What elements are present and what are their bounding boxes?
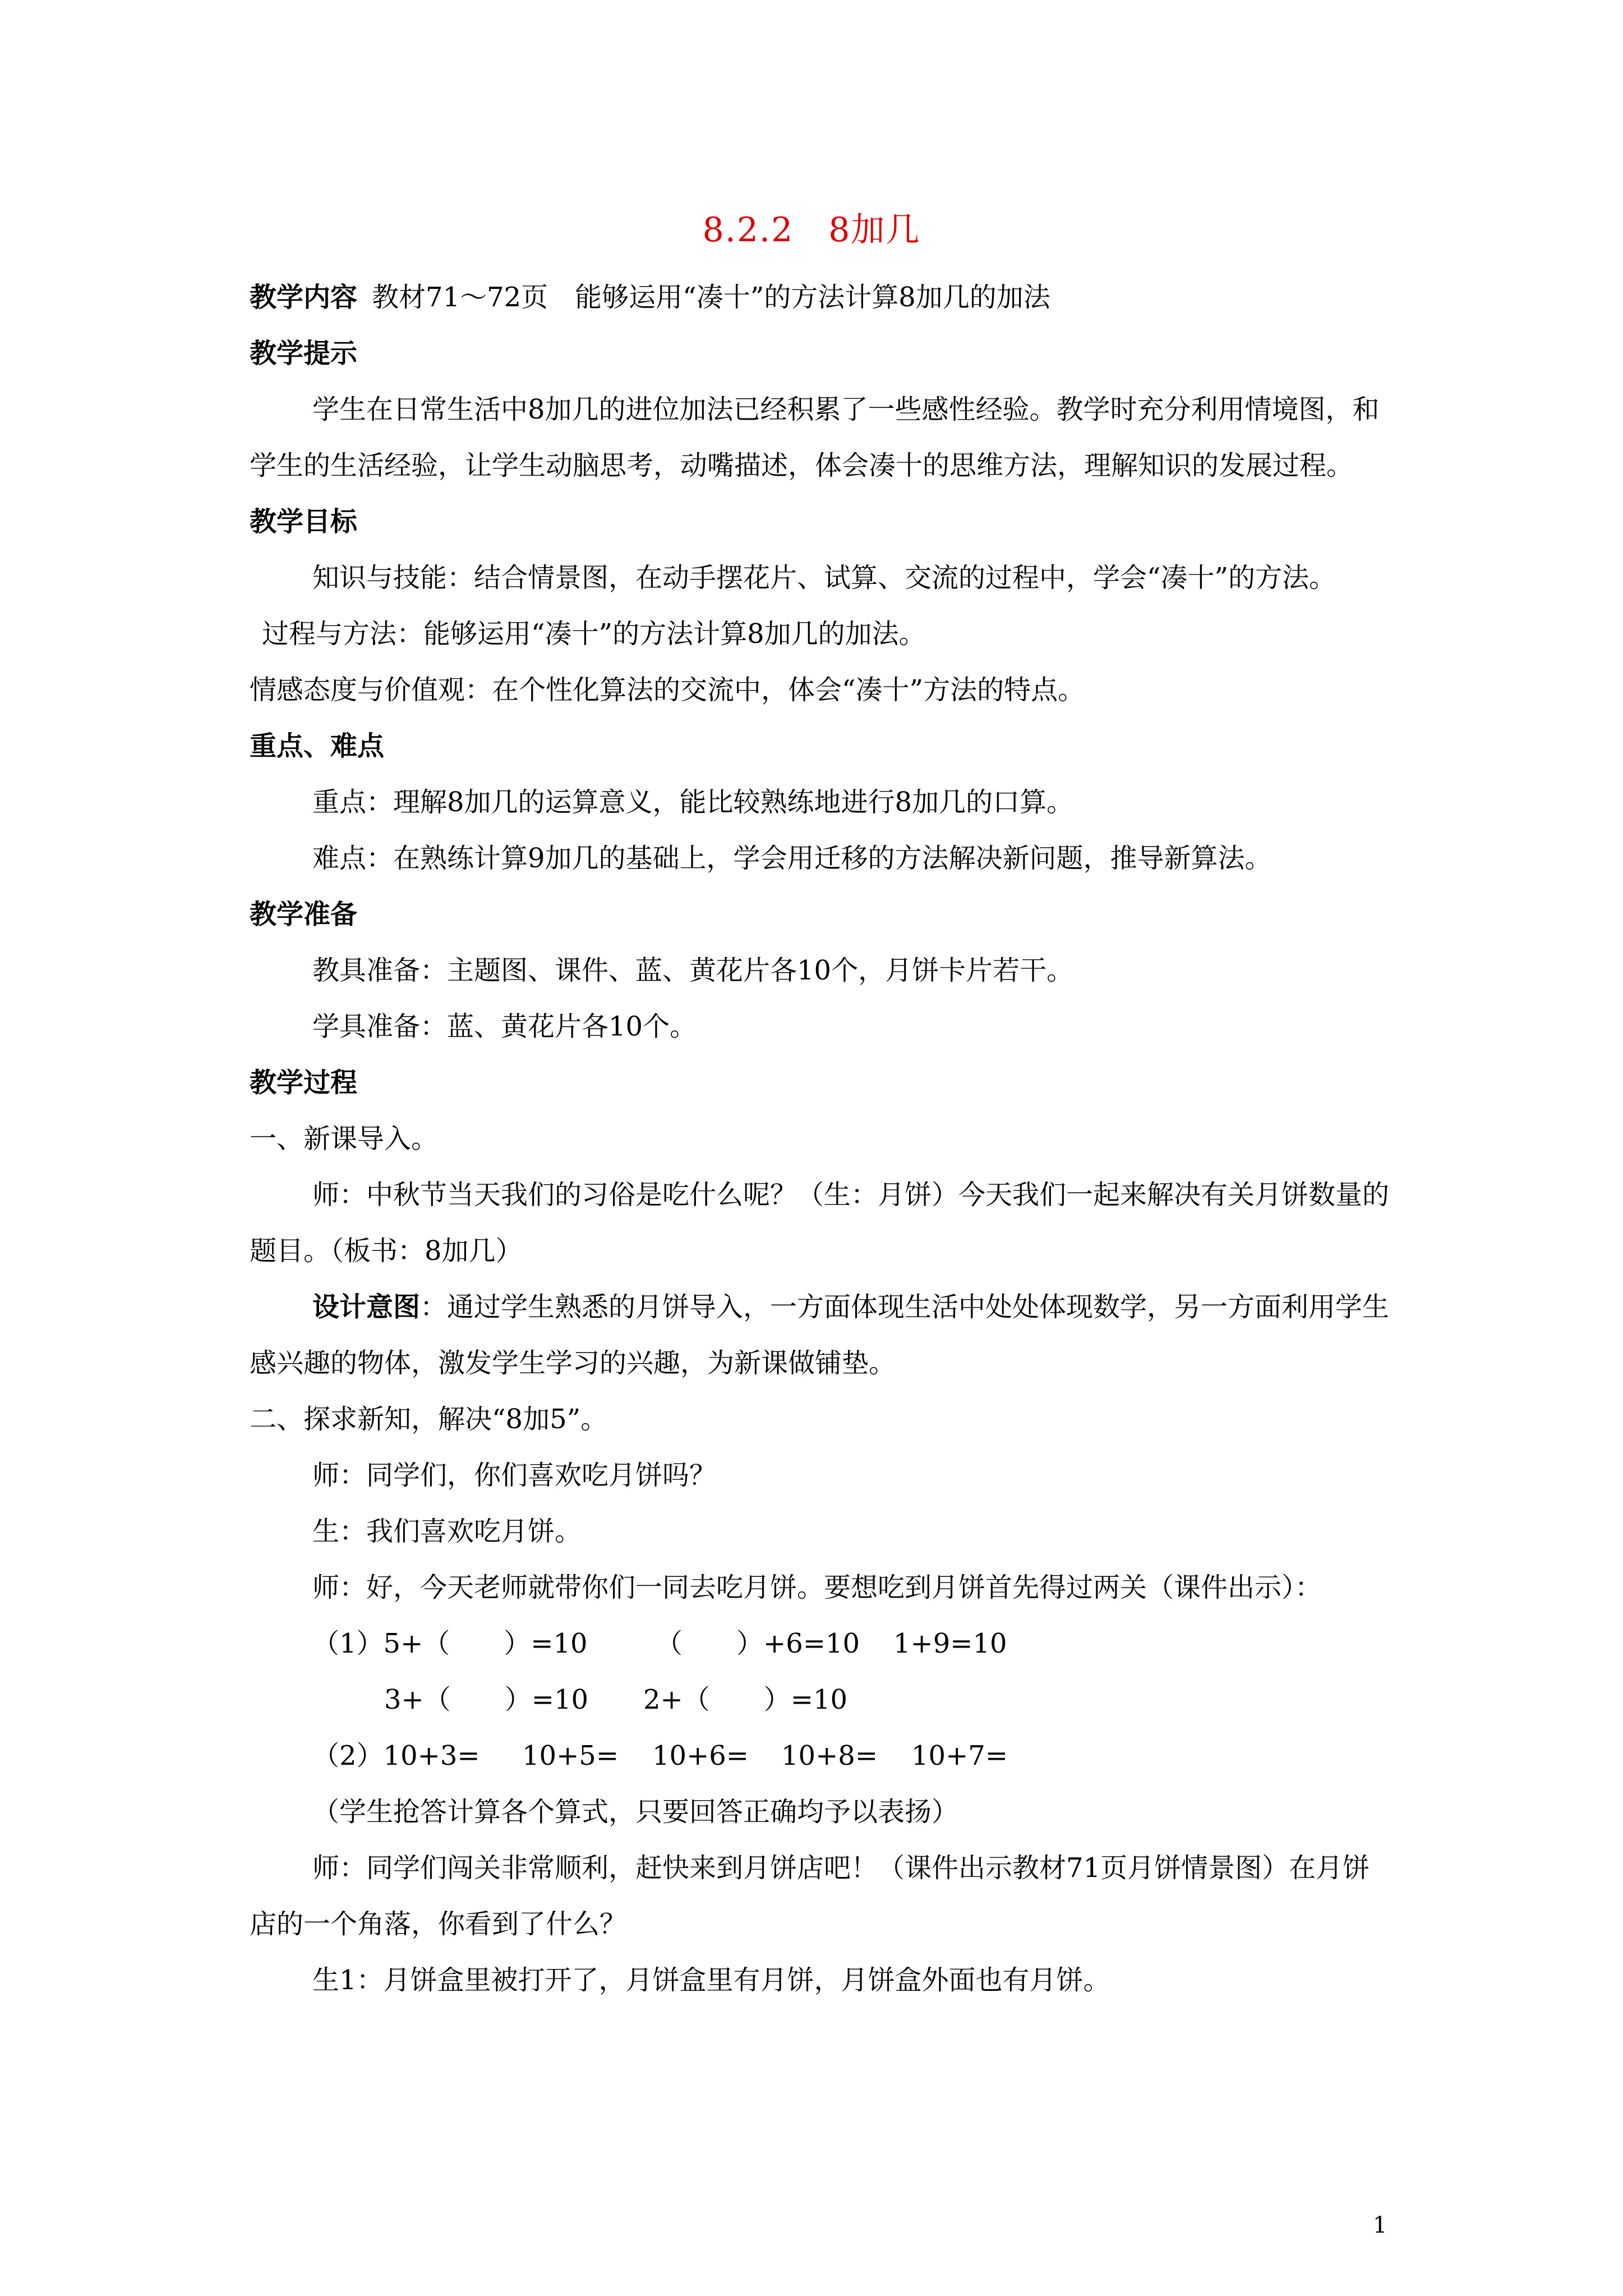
design-intent [250, 1279, 1394, 1391]
exercise-item: （2）10+3= [312, 1740, 480, 1772]
hint-paragraph: 学生在日常生活中8加几的进位加法已经积累了一些感性经验。教学时充分利用情境图，和学生的生活经验，让学生动脑思考，动嘴描述，体会凑十的思维方法，理解知识的发展过程。 [250, 394, 1380, 481]
design-label: 设计意图 [312, 1291, 421, 1323]
goal-knowledge: 知识与技能：结合情景图，在动手摆花片、试算、交流的过程中，学会“凑十”的方法。 [312, 562, 1336, 593]
content-line [250, 269, 1394, 325]
student-line-2: 生1：月饼盒里被打开了，月饼盒里有月饼，月饼盒外面也有月饼。 [312, 1964, 1110, 1996]
teacher-line-2: 师：同学们，你们喜欢吃月饼吗？ [312, 1460, 717, 1491]
exercise-item: （1）5+（ ）=10 [312, 1628, 588, 1659]
goals-heading: 教学目标 [250, 506, 358, 537]
prep-heading: 教学准备 [250, 899, 358, 930]
difficult-point: 难点：在熟练计算9加几的基础上，学会用迁移的方法解决新问题，推导新算法。 [312, 843, 1272, 874]
prep-student: 学具准备：蓝、黄花片各10个。 [312, 1011, 697, 1042]
exercise-item: （ ）+6=10 [656, 1628, 860, 1659]
lesson-body [250, 269, 1394, 2008]
prep-teacher: 教具准备：主题图、课件、蓝、黄花片各10个，月饼卡片若干。 [312, 955, 1074, 986]
key-point: 重点：理解8加几的运算意义，能比较熟练地进行8加几的口算。 [312, 786, 1074, 818]
exercise-item: 10+6= [652, 1740, 749, 1772]
teacher-line-3: 师：好，今天老师就带你们一同去吃月饼。要想吃到月饼首先得过两关（课件出示）： [312, 1572, 1322, 1603]
section-two: 二、探求新知，解决“8加5”。 [250, 1404, 608, 1435]
teacher-line-1: 师：中秋节当天我们的习俗是吃什么呢？（生：月饼）今天我们一起来解决有关月饼数量的题目。（板书：8加几） [250, 1179, 1390, 1267]
student-line-1: 生：我们喜欢吃月饼。 [312, 1516, 582, 1547]
exercise-item: 10+7= [911, 1740, 1008, 1772]
goal-emotion: 情感态度与价值观：在个性化算法的交流中，体会“凑十”方法的特点。 [250, 674, 1085, 706]
goal-process: 过程与方法：能够运用“凑十”的方法计算8加几的加法。 [262, 618, 926, 650]
exercise-item: 10+5= [522, 1740, 619, 1772]
exercise-row-1 [250, 1616, 1394, 1672]
content-text: 教材71～72页 能够运用“凑十”的方法计算8加几的加法 [372, 282, 1050, 313]
exercise-row-2 [250, 1728, 1394, 1784]
exercise-item: 1+9=10 [893, 1628, 1007, 1659]
exercise-item: 10+8= [781, 1740, 878, 1772]
note-line: （学生抢答计算各个算式，只要回答正确均予以表扬） [312, 1796, 959, 1828]
process-heading: 教学过程 [250, 1067, 358, 1098]
design-text: ：通过学生熟悉的月饼导入，一方面体现生活中处处体现数学，另一方面利用学生感兴趣的物体，激发学生学习的兴趣，为新课做铺垫。 [250, 1291, 1390, 1379]
lesson-title: 8.2.2 8加几 [702, 210, 921, 250]
exercise-item: 3+（ ）=10 [384, 1684, 589, 1715]
exercise-item: 2+（ ）=10 [643, 1684, 848, 1715]
section-one: 一、新课导入。 [250, 1123, 439, 1154]
teacher-line-4: 师：同学们闯关非常顺利，赶快来到月饼店吧！（课件出示教材71页月饼情景图）在月饼店的一个角落，你看到了什么？ [250, 1852, 1370, 1940]
hint-heading: 教学提示 [250, 338, 358, 369]
exercise-row-1b [250, 1672, 1394, 1728]
content-label: 教学内容 [250, 282, 358, 313]
page-number: 1 [1373, 2212, 1387, 2238]
key-heading: 重点、难点 [250, 730, 385, 762]
